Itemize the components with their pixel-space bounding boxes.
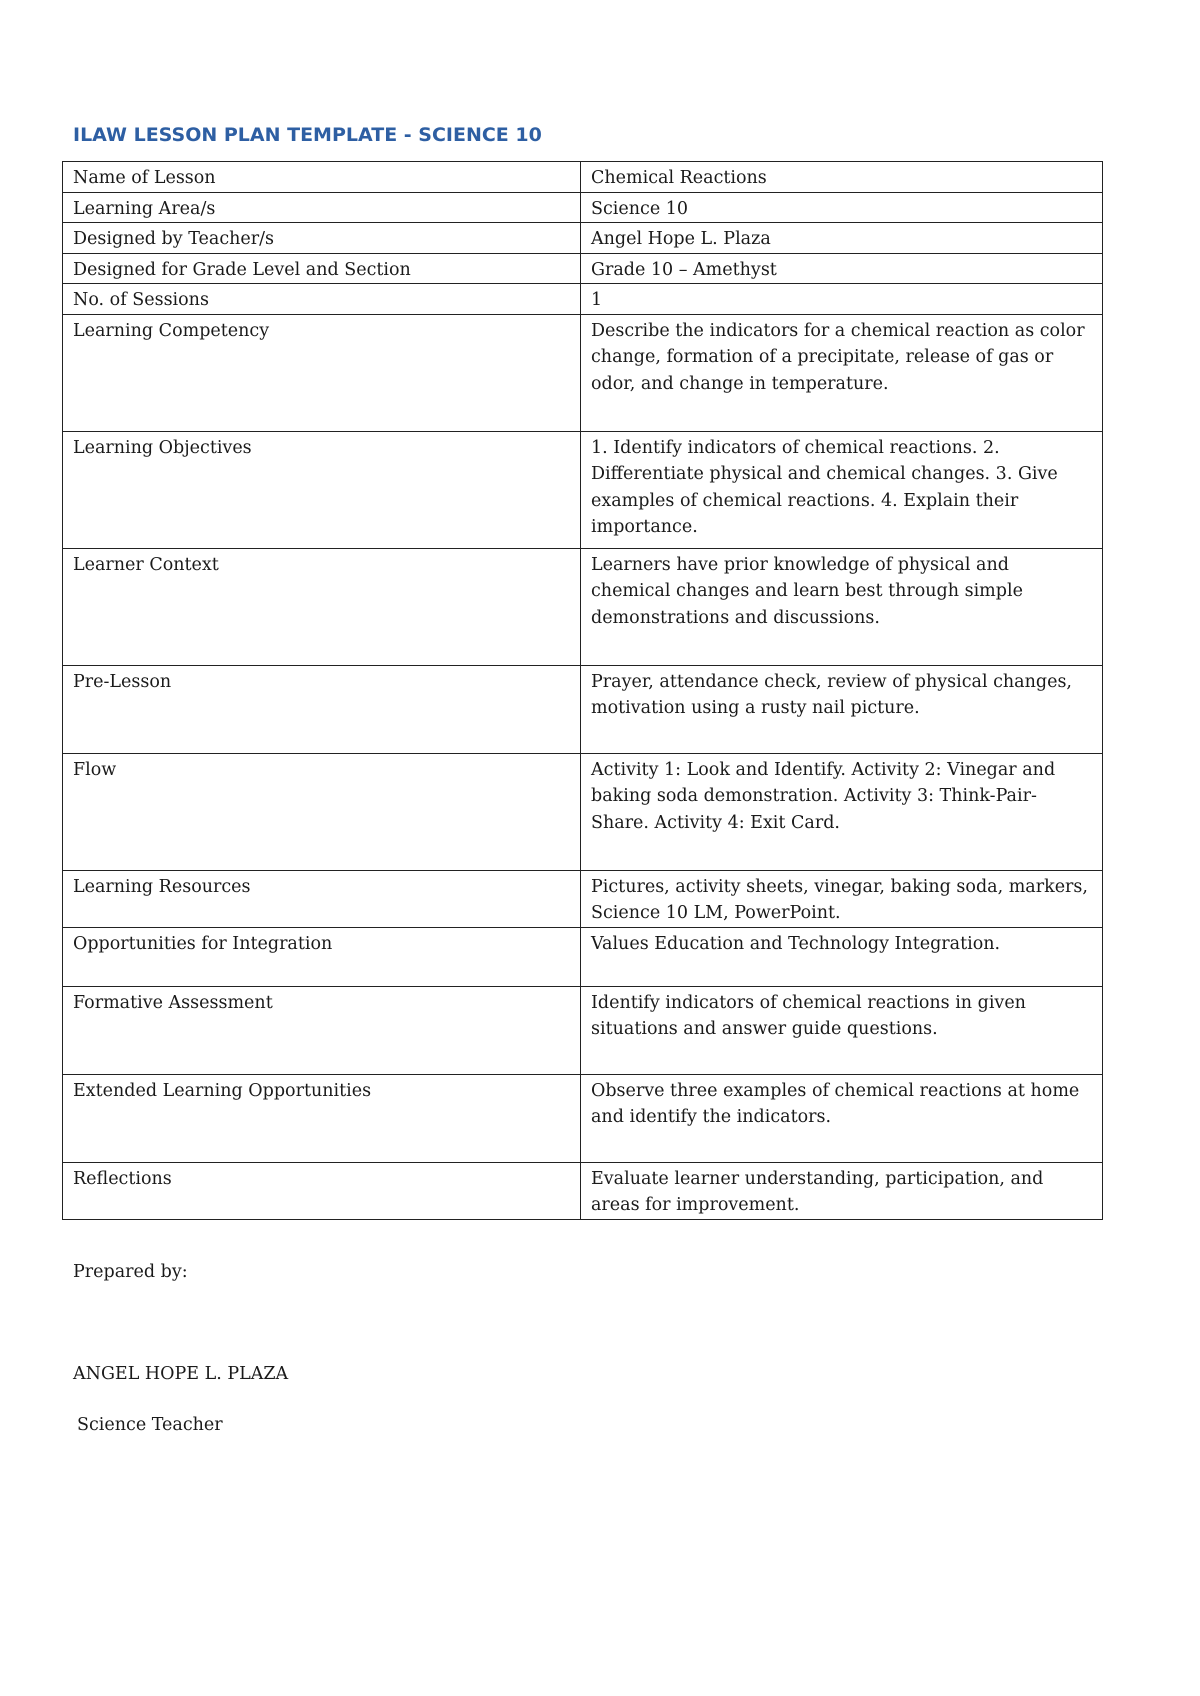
row-value: Pictures, activity sheets, vinegar, baking soda, markers, Science 10 LM, PowerPoint.	[581, 870, 1103, 927]
table-row	[63, 927, 1103, 986]
row-label: Learning Resources	[63, 870, 581, 927]
document-title: ILAW LESSON PLAN TEMPLATE - SCIENCE 10	[73, 124, 542, 146]
row-label: Learning Area/s	[63, 192, 581, 223]
table-row	[63, 753, 1103, 870]
table-row	[63, 870, 1103, 927]
row-label: Flow	[63, 753, 581, 870]
row-label: Designed by Teacher/s	[63, 223, 581, 254]
table-row	[63, 253, 1103, 284]
row-value: Science 10	[581, 192, 1103, 223]
prepared-by-label: Prepared by:	[73, 1262, 188, 1282]
row-label: Reflections	[63, 1162, 581, 1219]
row-label: Designed for Grade Level and Section	[63, 253, 581, 284]
table-row	[63, 986, 1103, 1074]
row-value: Observe three examples of chemical reactions at home and identify the indicators.	[581, 1074, 1103, 1162]
row-value: Angel Hope L. Plaza	[581, 223, 1103, 254]
table-row	[63, 223, 1103, 254]
row-value: Prayer, attendance check, review of physical changes, motivation using a rusty nail picture.	[581, 665, 1103, 753]
row-value: 1	[581, 284, 1103, 315]
row-value: Activity 1: Look and Identify. Activity 2: Vinegar and baking soda demonstration. Activity 3: Think-Pair-Share. Activity 4: Exit Card.	[581, 753, 1103, 870]
row-label: Pre-Lesson	[63, 665, 581, 753]
row-value: Values Education and Technology Integration.	[581, 927, 1103, 986]
row-value: Learners have prior knowledge of physical and chemical changes and learn best through simple demonstrations and discussions.	[581, 548, 1103, 665]
table-row	[63, 314, 1103, 431]
row-value: 1. Identify indicators of chemical reactions. 2. Differentiate physical and chemical changes. 3. Give examples of chemical reactions. 4. Explain their importance.	[581, 431, 1103, 548]
row-label: Extended Learning Opportunities	[63, 1074, 581, 1162]
table-row	[63, 665, 1103, 753]
row-value: Chemical Reactions	[581, 162, 1103, 193]
table-row	[63, 192, 1103, 223]
row-value: Identify indicators of chemical reactions in given situations and answer guide questions.	[581, 986, 1103, 1074]
row-label: No. of Sessions	[63, 284, 581, 315]
table-row	[63, 284, 1103, 315]
row-label: Opportunities for Integration	[63, 927, 581, 986]
table-row	[63, 431, 1103, 548]
row-value: Grade 10 – Amethyst	[581, 253, 1103, 284]
row-label: Learning Competency	[63, 314, 581, 431]
table-row	[63, 1074, 1103, 1162]
row-label: Formative Assessment	[63, 986, 581, 1074]
preparer-position: Science Teacher	[77, 1415, 223, 1435]
table-row	[63, 548, 1103, 665]
row-label: Learning Objectives	[63, 431, 581, 548]
row-value: Evaluate learner understanding, participation, and areas for improvement.	[581, 1162, 1103, 1219]
table-row	[63, 1162, 1103, 1219]
preparer-name: ANGEL HOPE L. PLAZA	[73, 1364, 289, 1384]
lesson-plan-table	[62, 161, 1103, 1220]
row-label: Learner Context	[63, 548, 581, 665]
row-value: Describe the indicators for a chemical reaction as color change, formation of a precipitate, release of gas or odor, and change in temperature.	[581, 314, 1103, 431]
table-row	[63, 162, 1103, 193]
row-label: Name of Lesson	[63, 162, 581, 193]
